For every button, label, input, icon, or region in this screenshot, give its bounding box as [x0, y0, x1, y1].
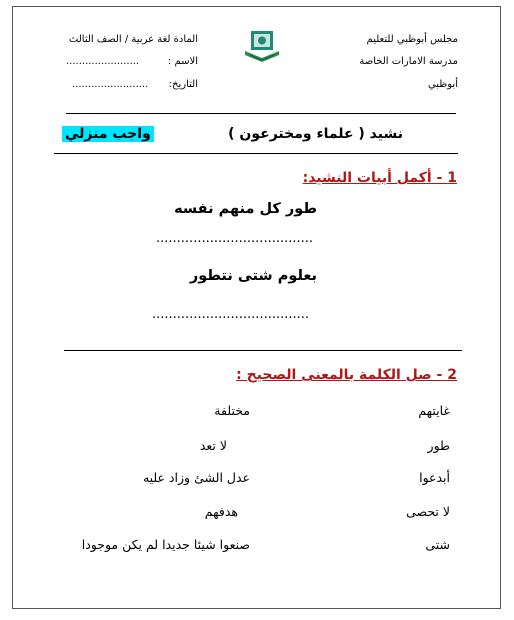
- word-item[interactable]: لا تحصى: [406, 504, 450, 519]
- word-item[interactable]: غايتهم: [418, 403, 450, 418]
- section1-heading: 1 - أكمل أبيات النشيد:: [302, 170, 457, 186]
- meaning-item[interactable]: عدل الشئ وزاد عليه: [142, 470, 250, 485]
- city-name: أبوظبي: [427, 79, 458, 90]
- blank-line-1[interactable]: ......................................: [156, 231, 314, 246]
- name-field[interactable]: .......................: [66, 56, 140, 67]
- poem-title: نشيد ( علماء ومخترعون ): [228, 126, 403, 142]
- blank-line-2[interactable]: ......................................: [152, 307, 310, 322]
- subject-label: المادة لغة عربية / الصف الثالث: [68, 34, 198, 45]
- title-divider: [54, 153, 458, 154]
- word-item[interactable]: طور: [427, 438, 450, 453]
- date-field[interactable]: ........................: [72, 79, 149, 90]
- meaning-item[interactable]: لا تعد: [199, 438, 227, 453]
- date-label: التاريخ:: [168, 79, 198, 90]
- header-divider: [66, 113, 456, 114]
- meaning-item[interactable]: مختلفة: [214, 403, 250, 418]
- school-name: مدرسة الامارات الخاصة: [359, 56, 458, 67]
- meaning-item[interactable]: صنعوا شيئا جديدا لم يكن موجودا: [81, 537, 250, 552]
- word-item[interactable]: أبدعوا: [419, 470, 450, 485]
- poem-line-1: طور كل منهم نفسه: [174, 201, 317, 217]
- council-name: مجلس أبوظبي للتعليم: [366, 34, 458, 45]
- section2-heading: 2 - صل الكلمة بالمعنى الصحيح :: [236, 367, 457, 383]
- meaning-item[interactable]: هدفهم: [204, 504, 238, 519]
- word-item[interactable]: شتى: [425, 537, 450, 552]
- quran-logo-icon: [242, 24, 282, 66]
- section-divider: [64, 350, 462, 351]
- name-label: الاسم :: [167, 56, 198, 67]
- homework-badge: واجب منزلي: [62, 126, 154, 142]
- poem-line-2: بعلوم شتى نتطور: [189, 268, 317, 284]
